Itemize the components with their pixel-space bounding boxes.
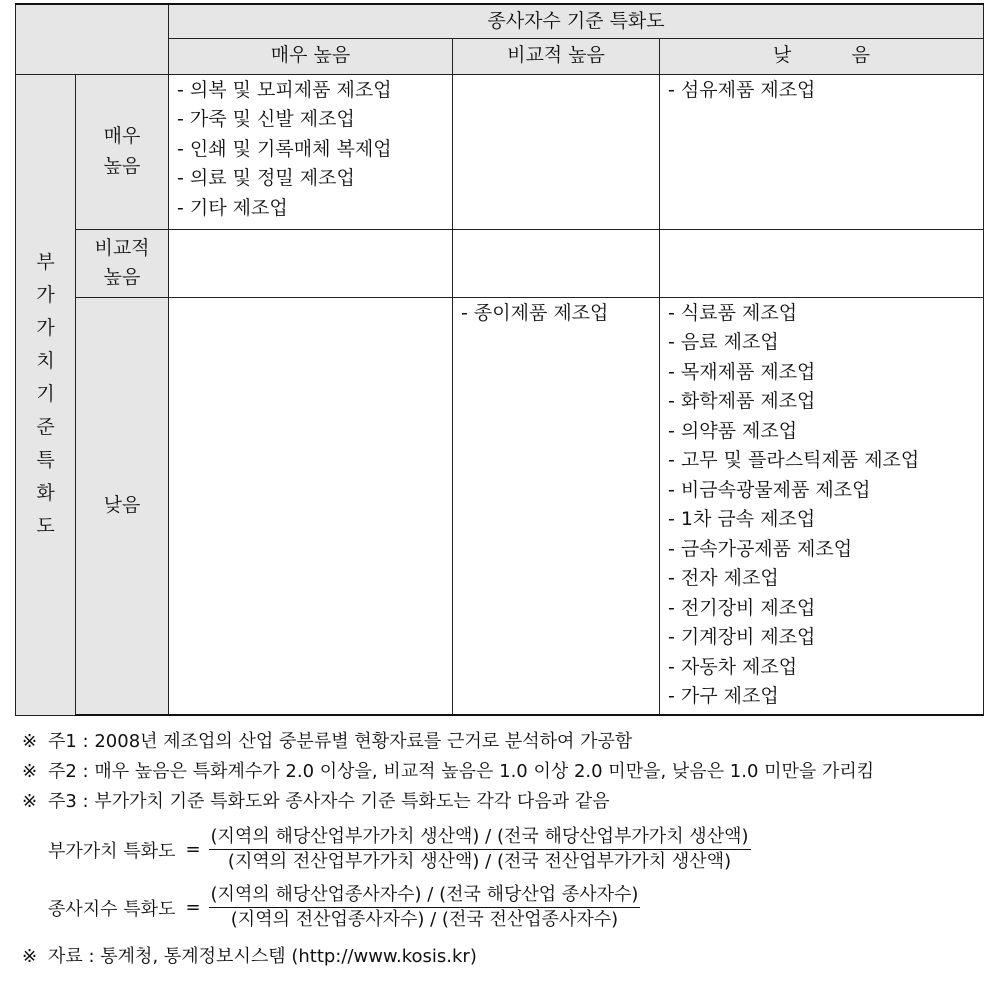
cell-low-low xyxy=(660,297,984,715)
side-label-char: 가 xyxy=(36,317,55,339)
header-employee-specialization: 종사자수 기준 특화도 xyxy=(169,4,984,38)
industry-item: - 의복 및 모피제품 제조업 xyxy=(177,78,392,101)
industry-item: - 식료품 제조업 xyxy=(668,301,798,324)
side-label-char: 특 xyxy=(36,449,55,471)
industry-item: - 가죽 및 신발 제조업 xyxy=(177,108,355,130)
formula-employees-fraction xyxy=(209,884,641,931)
industry-item: - 전기장비 제조업 xyxy=(668,596,816,619)
industry-item: - 의료 및 정밀 제조업 xyxy=(177,167,355,189)
industry-item: - 비금속광물제품 제조업 xyxy=(668,478,871,501)
industry-item: - 목재제품 제조업 xyxy=(668,360,816,383)
industry-item: - 의약품 제조업 xyxy=(668,419,798,442)
footnotes xyxy=(22,727,874,817)
formula-value-added-denominator: (지역의 전산업부가가치 생산액) / (전국 전산업부가가치 생산액) xyxy=(227,851,732,872)
cell-rh-vh xyxy=(169,229,453,297)
formula-value-added-lhs: 부가가치 특화도 xyxy=(48,840,176,862)
formula-employees: 종사지수 특화도 = $\frac{\text{(지역의 해당산업종사자수) / (전국 해당산업 종사자수)}}{\text{(지역의 전산업종사자수) / (전국 전산업종사자수)}}$ xyxy=(48,884,639,930)
industry-item: - 전자 제조업 xyxy=(668,567,779,589)
industry-item: - 금속가공제품 제조업 xyxy=(668,537,853,560)
specialization-matrix-table xyxy=(15,3,984,716)
col-header-low: 낮 음 xyxy=(660,38,984,74)
row-header-low: 낮음 xyxy=(76,297,169,715)
note-1: ※ 주1 : 2008년 제조업의 산업 중분류별 현황자료를 근거로 분석하여 가공함 xyxy=(22,731,633,752)
note-3: ※ 주3 : 부가가치 기준 특화도와 종사자수 기준 특화도는 각각 다음과 같음 xyxy=(22,791,610,812)
industry-item: - 자동차 제조업 xyxy=(668,655,798,678)
industry-item: - 섬유제품 제조업 xyxy=(668,78,816,101)
cell-vh-vh xyxy=(169,74,453,229)
cell-rh-low xyxy=(660,229,984,297)
source-note: ※ 자료 : 통계청, 통계정보시스템 (http://www.kosis.kr) xyxy=(22,946,477,967)
industry-item: - 기타 제조업 xyxy=(177,196,288,219)
formula-employees-numerator: (지역의 해당산업종사자수) / (전국 해당산업 종사자수) xyxy=(209,884,641,908)
industry-item: - 고무 및 플라스틱제품 제조업 xyxy=(668,449,920,471)
side-label-char: 준 xyxy=(36,416,55,438)
industry-item: - 인쇄 및 기록매체 복제업 xyxy=(177,137,392,160)
side-label-char: 화 xyxy=(36,482,55,504)
cell-low-vh xyxy=(169,297,453,715)
cell-vh-rh xyxy=(453,74,660,229)
industry-item: - 가구 제조업 xyxy=(668,685,779,707)
side-label-char: 치 xyxy=(36,350,55,372)
industry-item: - 1차 금속 제조업 xyxy=(668,508,816,530)
col-header-relatively-high: 비교적 높음 xyxy=(453,38,660,74)
formula-value-added-numerator: (지역의 해당산업부가가치 생산액) / (전국 해당산업부가가치 생산액) xyxy=(209,826,751,850)
cell-low-rh xyxy=(453,297,660,715)
row-header-very-high: 매우 높음 xyxy=(76,74,169,229)
side-label-char: 가 xyxy=(36,284,55,306)
formula-value-added-fraction xyxy=(209,826,751,873)
side-label-char: 기 xyxy=(36,383,55,405)
formula-employees-lhs: 종사지수 특화도 xyxy=(48,898,176,920)
formula-employees-denominator: (지역의 전산업종사자수) / (전국 전산업종사자수) xyxy=(230,909,619,930)
industry-item: - 종이제품 제조업 xyxy=(461,301,609,324)
industry-item: - 화학제품 제조업 xyxy=(668,390,816,412)
row-header-relatively-high: 비교적 높음 xyxy=(76,229,169,297)
note-2: ※ 주2 : 매우 높음은 특화계수가 2.0 이상을, 비교적 높음은 1.0 이상 2.0 미만을, 낮음은 1.0 미만을 가리킴 xyxy=(22,761,875,782)
col-header-very-high: 매우 높음 xyxy=(169,38,453,74)
source-text: 자료 : 통계청, 통계정보시스템 (http://www.kosis.kr) xyxy=(48,946,477,967)
cell-vh-low xyxy=(660,74,984,229)
side-label-char: 도 xyxy=(36,515,55,537)
cell-rh-rh xyxy=(453,229,660,297)
side-header-value-added-specialization xyxy=(16,74,76,715)
industry-item: - 음료 제조업 xyxy=(668,331,779,353)
side-label-char: 부 xyxy=(36,251,55,273)
industry-item: - 기계장비 제조업 xyxy=(668,626,816,648)
formula-value-added: 부가가치 특화도 = $\frac{\text{(지역의 해당산업부가가치 생산액) / (전국 해당산업부가가치 생산액)}}{\text{(지역의 전산업부가가치 생산액) / (전국 전산업부가가치 생산액)}}$ xyxy=(48,826,749,872)
corner-header-cell xyxy=(16,4,169,74)
